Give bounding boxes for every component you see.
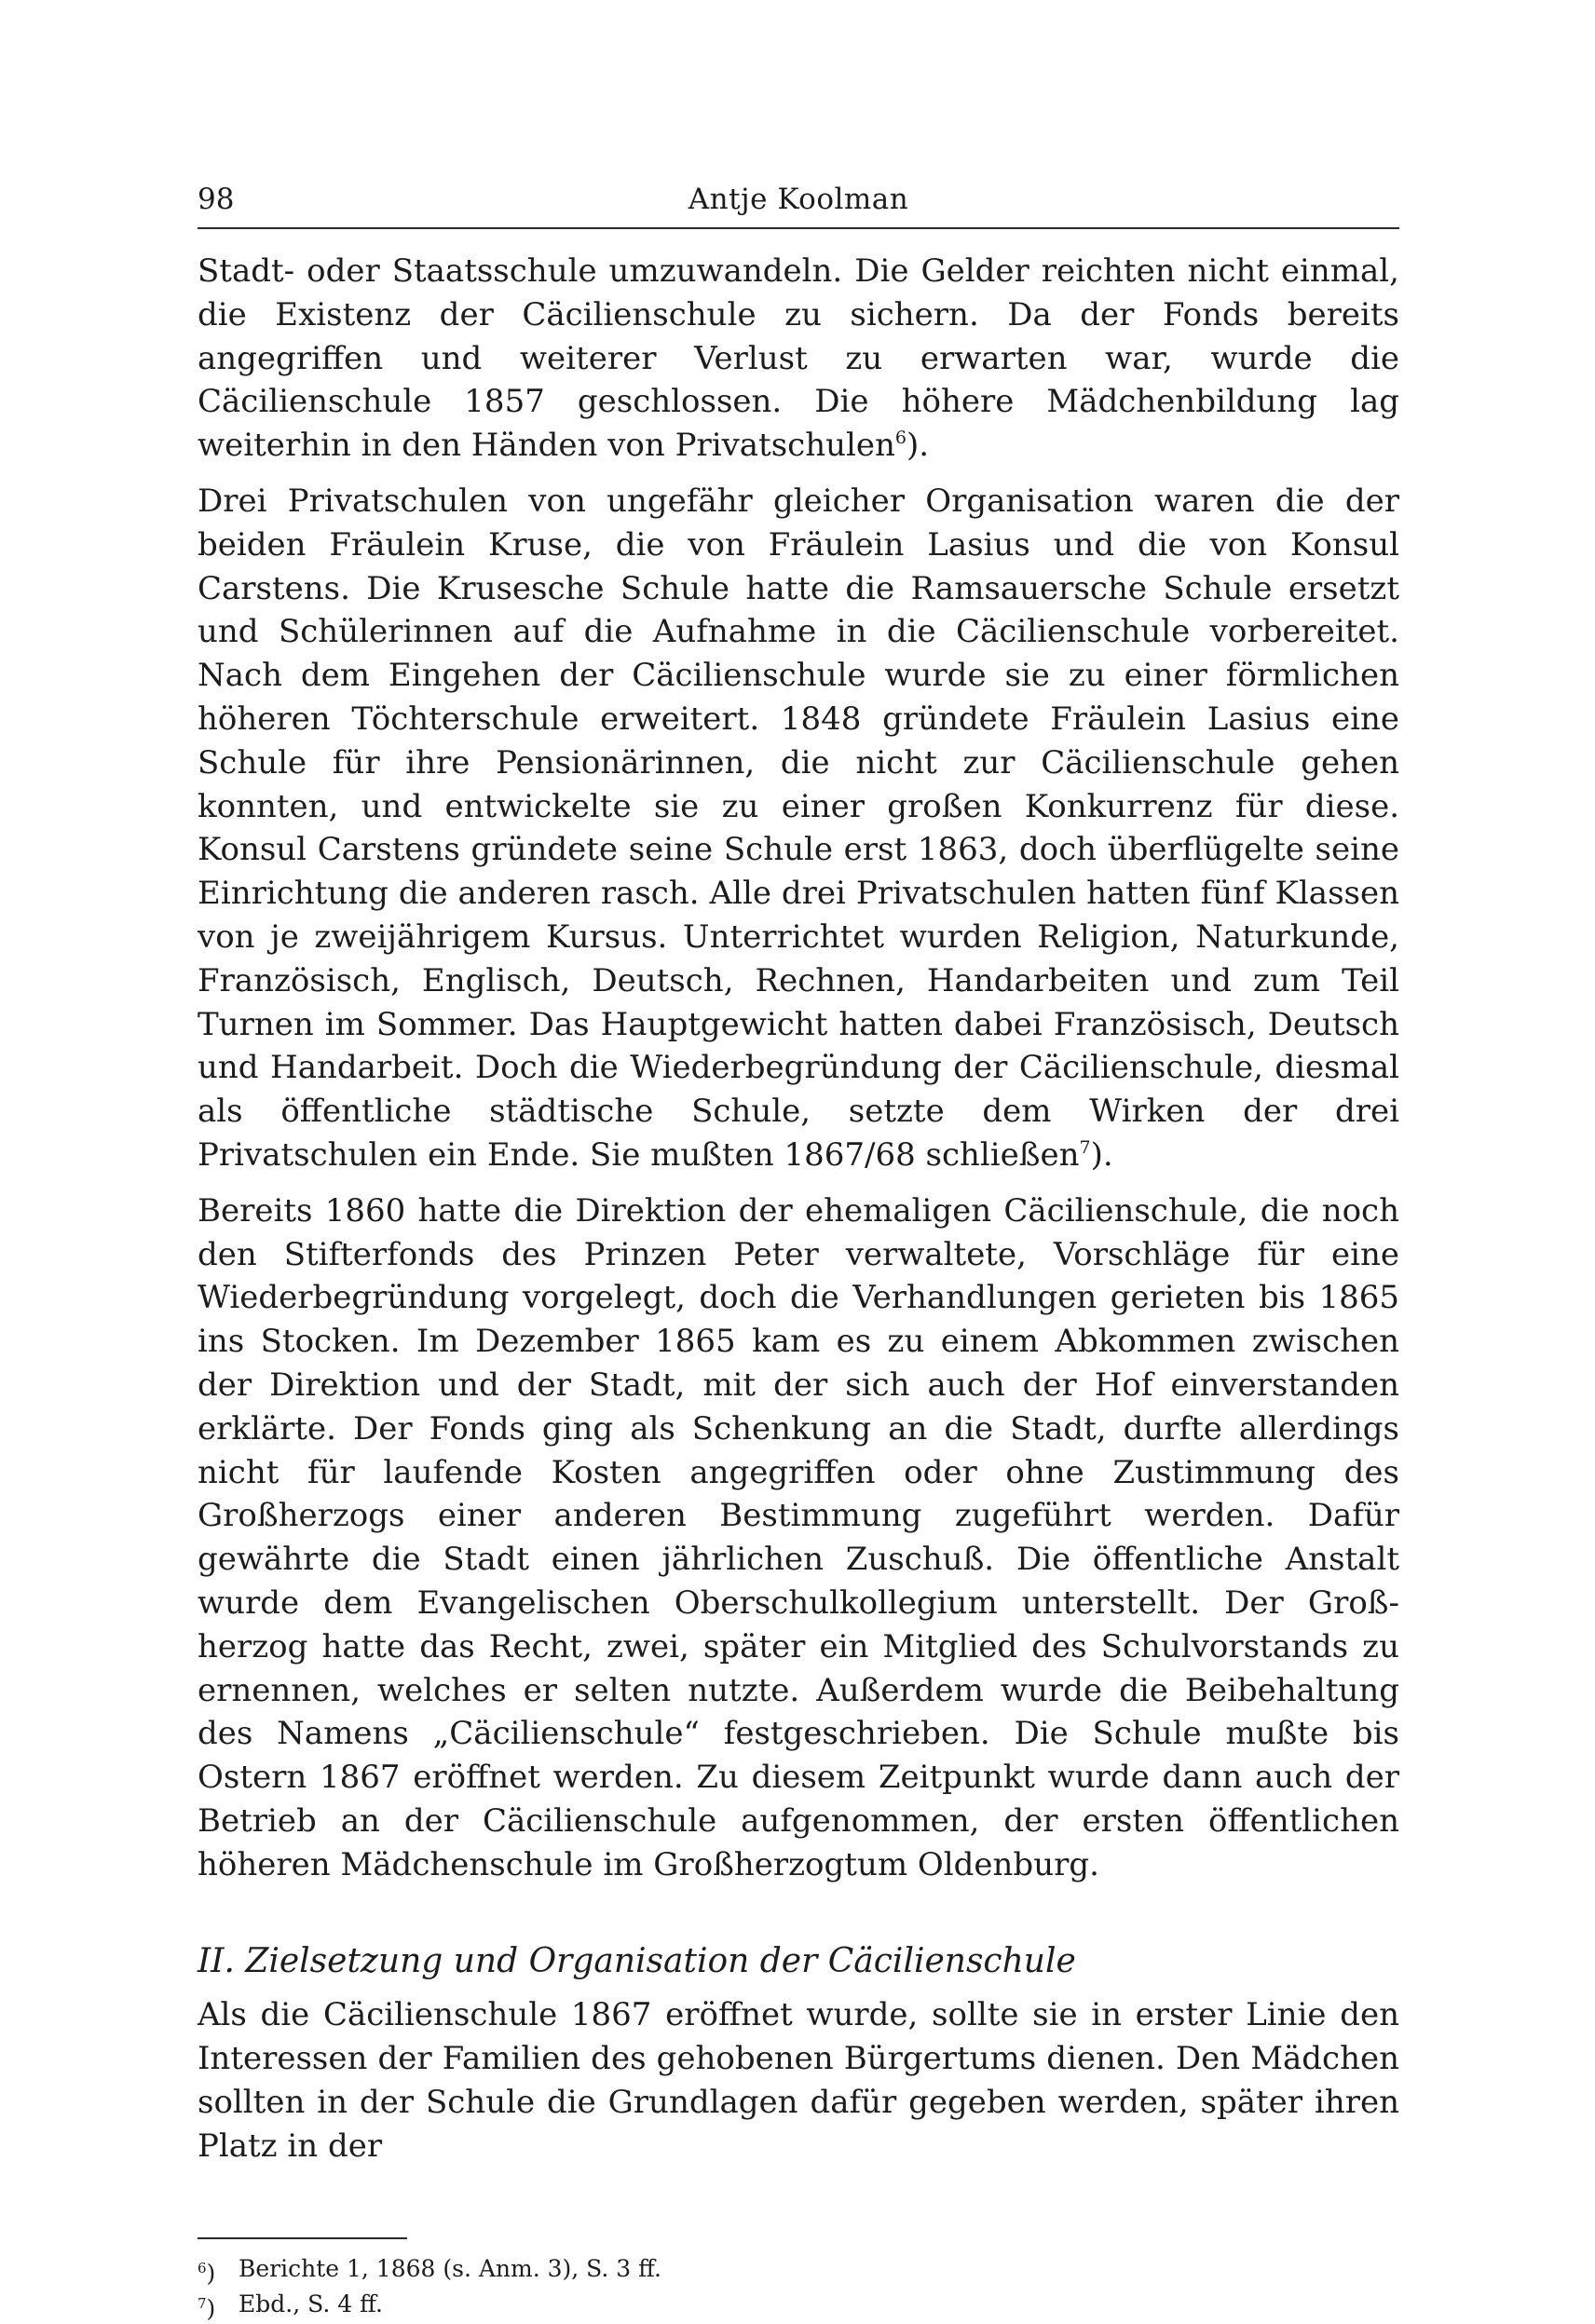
page-content — [198, 177, 1399, 2324]
paragraph-2-text: Drei Privatschulen von ungefähr gleicher Organisation waren die der beiden Fräulein Kruse, die von Fräulein Lasius und die von Konsul Carstens. Die Krusesche Schule hatte die Ramsauersche Schule ersetzt und Schülerinnen auf die Aufnahme in die Cäcilienschule vorbereitet. Nach dem Eingehen der Cäcilienschule wurde sie zu einer förmlichen höheren Töchterschule erweitert. 1848 gründete Fräulein Lasius eine Schule für ihre Pensionärinnen, die nicht zur Cäcilienschule gehen konnten, und entwickelte sie zu einer großen Konkurrenz für diese. Konsul Carstens gründete seine Schule erst 1863, doch überflügelte seine Einrichtung die anderen rasch. Alle drei Privatschulen hatten fünf Klassen von je zweijährigem Kursus. Unterrichtet wurden Religion, Naturkunde, Französisch, Englisch, Deutsch, Rechnen, Handarbeiten und zum Teil Turnen im Sommer. Das Hauptgewicht hatten dabei Französisch, Deutsch und Handarbeit. Doch die Wiederbegründung der Cäcilienschule, diesmal als öffentliche städtische Schule, setzte dem Wirken der drei Privatschulen ein Ende. Sie mußten 1867/68 schließen — [198, 482, 1399, 1174]
paragraph-2-tail: ). — [1090, 1135, 1113, 1174]
footnote-marker: $^6$) — [198, 2259, 216, 2287]
paragraph-3 — [198, 1189, 1399, 1887]
running-title-author: Antje Koolman — [688, 183, 909, 216]
section-paragraph-text: Als die Cäcilienschule 1867 eröffnet wurde, sollte sie in erster Linie den Interessen der Familien des gehobenen Bürgertums dienen. Den Mädchen sollten in der Schule die Grundlagen dafür gegeben werden, später ihren Platz in der — [198, 1996, 1399, 2165]
header-rule — [198, 227, 1399, 229]
paragraph-1 — [198, 250, 1399, 468]
paragraph-1-tail: ). — [907, 427, 930, 465]
section-paragraph — [198, 1993, 1399, 2168]
footnote-ref-6[interactable]: 6 — [894, 428, 907, 449]
body-text — [198, 250, 1399, 2168]
footnote-number: 6 — [198, 2259, 207, 2276]
paragraph-2 — [198, 480, 1399, 1177]
footnote-text: Berichte 1, 1868 (s. Anm. 3), S. 3 ff. — [239, 2254, 661, 2282]
footnote-number: 7 — [198, 2294, 207, 2312]
footnote-marker: $^7$) — [198, 2294, 216, 2322]
section-heading: II. Zielsetzung und Organisation der Cäcilienschule — [198, 1942, 1076, 1981]
footnote-text: Ebd., S. 4 ff. — [239, 2290, 383, 2317]
running-header — [198, 177, 1399, 222]
footnote-6 — [198, 2253, 1399, 2289]
footnote-7 — [198, 2289, 1399, 2324]
page-number: 98 — [198, 183, 235, 216]
footnote-ref-7[interactable]: 7 — [1079, 1136, 1091, 1158]
footnotes — [198, 2253, 1399, 2324]
footnote-rule — [198, 2237, 407, 2239]
paragraph-1-text: Stadt- oder Staatsschule umzuwandeln. Die Gelder reichten nicht einmal, die Existenz der Cäcilienschule zu sichern. Da der Fonds bereits angegriffen und weiterer Verlust zu erwarten war, wurde die Cäcilienschule 1857 geschlossen. Die höhere Mädchenbildung lag weiterhin in den Händen von Privatschulen — [198, 252, 1399, 465]
paragraph-3-text: Bereits 1860 hatte die Direktion der ehemaligen Cäcilienschule, die noch den Stifterfonds des Prinzen Peter verwaltete, Vorschläge für eine Wiederbegründung vorgelegt, doch die Verhandlungen gerieten bis 1865 ins Stocken. Im Dezember 1865 kam es zu einem Abkommen zwischen der Direktion und der Stadt, mit der sich auch der Hof einverstanden erklärte. Der Fonds ging als Schenkung an die Stadt, durfte allerdings nicht für laufende Kosten angegriffen oder ohne Zustimmung des Großherzogs einer anderen Bestimmung zugeführt werden. Dafür gewährte die Stadt einen jährlichen Zuschuß. Die öffentliche Anstalt wurde dem Evangelischen Oberschulkollegium unterstellt. Der Großherzog hatte das Recht, zwei, später ein Mitglied des Schulvorstands zu ernennen, welches er selten nutzte. Außerdem wurde die Beibehaltung des Namens „Cäcilienschule“ festgeschrieben. Die Schule mußte bis Ostern 1867 eröffnet werden. Zu diesem Zeitpunkt wurde dann auch der Betrieb an der Cäcilienschule aufgenommen, der ersten öffentlichen höheren Mädchenschule im Großherzogtum Oldenburg. — [198, 1191, 1399, 1883]
